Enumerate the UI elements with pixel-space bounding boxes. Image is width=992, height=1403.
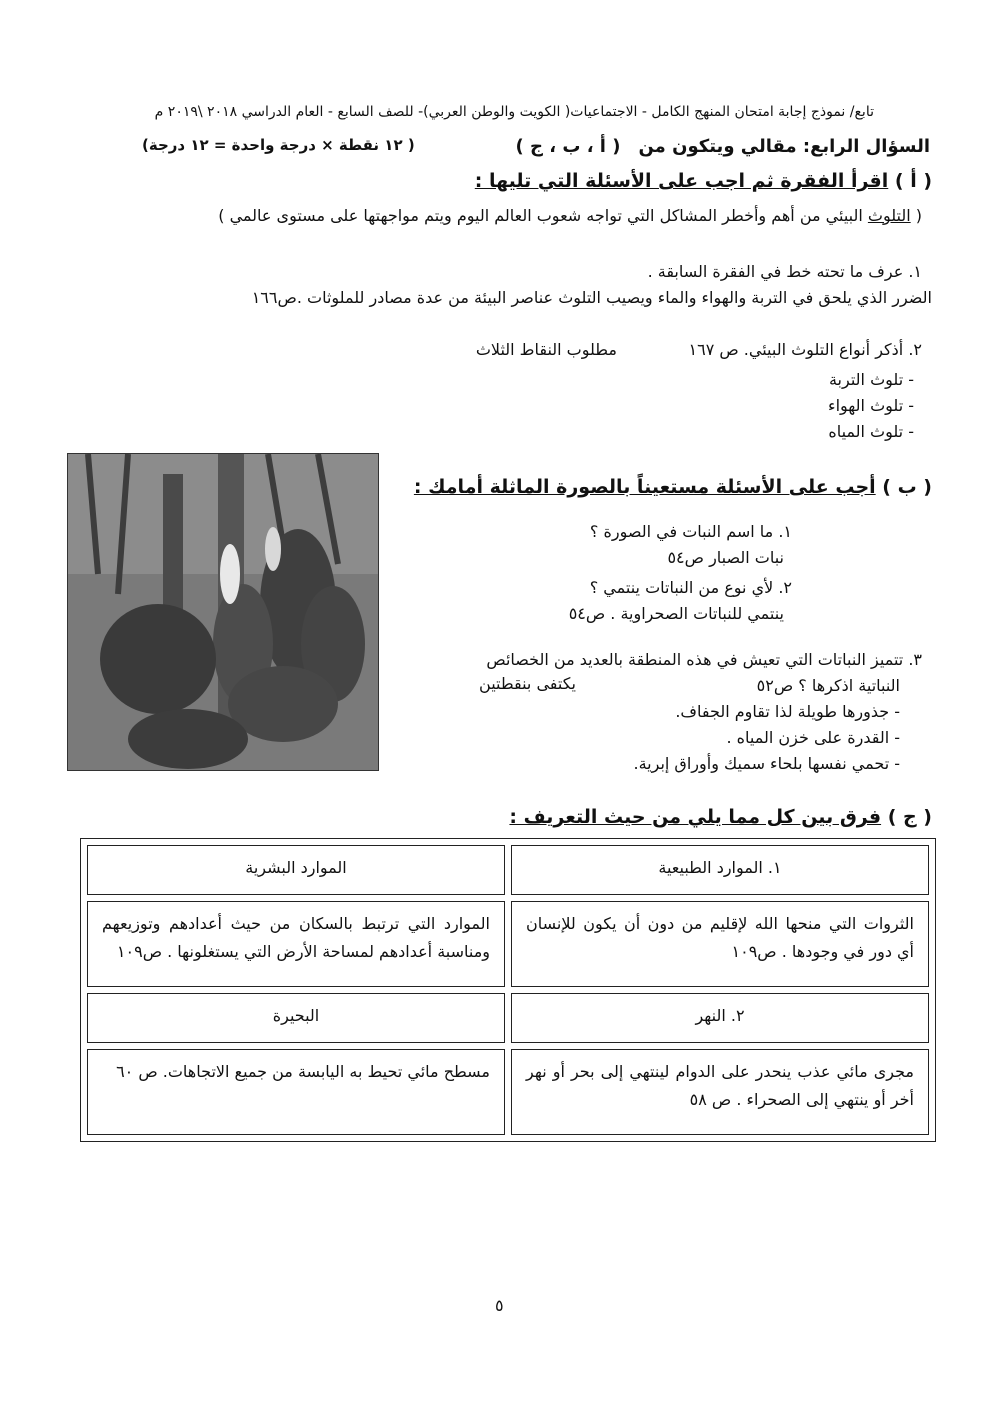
section-c-heading	[509, 806, 932, 828]
table-cell: البحيرة	[87, 993, 505, 1043]
table-row	[87, 845, 929, 895]
page-number: ٥	[495, 1296, 504, 1315]
a-answer-1: الضرر الذي يلحق في التربة والهواء والماء ويصيب التلوث عناصر البيئة من عدة مصادر للملوثات .ص١٦٦	[251, 288, 932, 307]
section-c-label: ( ج )	[887, 806, 932, 828]
cactus-illustration	[68, 454, 378, 770]
table-cell: الثروات التي منحها الله لإقليم من دون أن يكون للإنسان أي دور في وجودها . ص١٠٩	[511, 901, 929, 987]
cactus-photo	[67, 453, 379, 771]
table-cell: ٢. النهر	[511, 993, 929, 1043]
table-cell: ١. الموارد الطبيعية	[511, 845, 929, 895]
table-cell: مسطح مائي تحيط به اليابسة من جميع الاتجاهات. ص ٦٠	[87, 1049, 505, 1135]
table-row	[87, 993, 929, 1043]
section-b-title: أجب على الأسئلة مستعيناً بالصورة الماثلة أمامك :	[413, 476, 876, 498]
section-b-heading	[414, 476, 932, 498]
question-title-text: السؤال الرابع: مقالي ويتكون من	[638, 136, 930, 157]
page-header: تابع/ نموذج إجابة امتحان المنهج الكامل - الاجتماعيات( الكويت والوطن العربي)- للصف السابع - العام الدراسي ٢٠١٨ \٢٠١٩ م	[154, 104, 874, 120]
b-answer-3-item: - القدرة على خزن المياه .	[726, 728, 900, 747]
section-a-heading	[475, 170, 932, 192]
passage-text: البيئي من أهم وأخطر المشاكل التي تواجه شعوب العالم اليوم ويتم مواجهتها على مستوى عالمي )	[218, 206, 868, 225]
comparison-table	[80, 838, 936, 1142]
table-row	[87, 901, 929, 987]
a-question-1: ١. عرف ما تحته خط في الفقرة السابقة .	[647, 262, 922, 281]
a-question-2-note: مطلوب النقاط الثلاث	[475, 340, 617, 359]
section-c-title: فرق بين كل مما يلي من حيث التعريف :	[509, 806, 882, 828]
b-question-3-line-2: النباتية اذكرها ؟ ص٥٢	[756, 676, 900, 695]
a-answer-2-item: - تلوث المياه	[828, 422, 914, 441]
a-question-2: ٢. أذكر أنواع التلوث البيئي. ص ١٦٧	[688, 340, 922, 359]
section-a-label: ( أ )	[894, 170, 932, 192]
question-score: ( ١٢ نقطة × درجة واحدة = ١٢ درجة)	[142, 136, 415, 154]
question-parts: ( أ ، ب ، ج )	[515, 136, 621, 157]
table-cell: مجرى مائي عذب ينحدر على الدوام لينتهي إلى بحر أو نهر أخر أو ينتهي إلى الصحراء . ص ٥٨	[511, 1049, 929, 1135]
table-row	[87, 1049, 929, 1135]
b-question-3-note: يكتفى بنقطتين	[479, 674, 576, 693]
passage-open: (	[910, 206, 922, 225]
b-answer-2: ينتمي للنباتات الصحراوية . ص٥٤	[568, 604, 784, 623]
b-question-2: ٢. لأي نوع من النباتات ينتمي ؟	[589, 578, 792, 597]
b-answer-3-item: - تحمي نفسها بلحاء سميك وأوراق إبرية.	[633, 754, 900, 773]
b-answer-3-item: - جذورها طويلة لذا تقاوم الجفاف.	[675, 702, 900, 721]
b-question-1: ١. ما اسم النبات في الصورة ؟	[589, 522, 792, 541]
section-b-label: ( ب )	[882, 476, 932, 498]
b-question-3-line-1: ٣. تتميز النباتات التي تعيش في هذه المنطقة بالعديد من الخصائص	[486, 650, 922, 669]
a-answer-2-item: - تلوث التربة	[828, 370, 914, 389]
table-cell: الموارد البشرية	[87, 845, 505, 895]
table-cell: الموارد التي ترتبط بالسكان من حيث أعدادهم وتوزيعهم ومناسبة أعدادهم لمساحة الأرض التي يستغلونها . ص١٠٩	[87, 901, 505, 987]
section-a-title: اقرأ الفقرة ثم اجب على الأسئلة التي تليها :	[474, 170, 889, 192]
question-title	[516, 136, 930, 157]
passage-underlined-term: التلوث	[867, 206, 911, 225]
passage	[218, 206, 922, 225]
a-answer-2-item: - تلوث الهواء	[828, 396, 914, 415]
b-answer-1: نبات الصبار ص٥٤	[667, 548, 784, 567]
